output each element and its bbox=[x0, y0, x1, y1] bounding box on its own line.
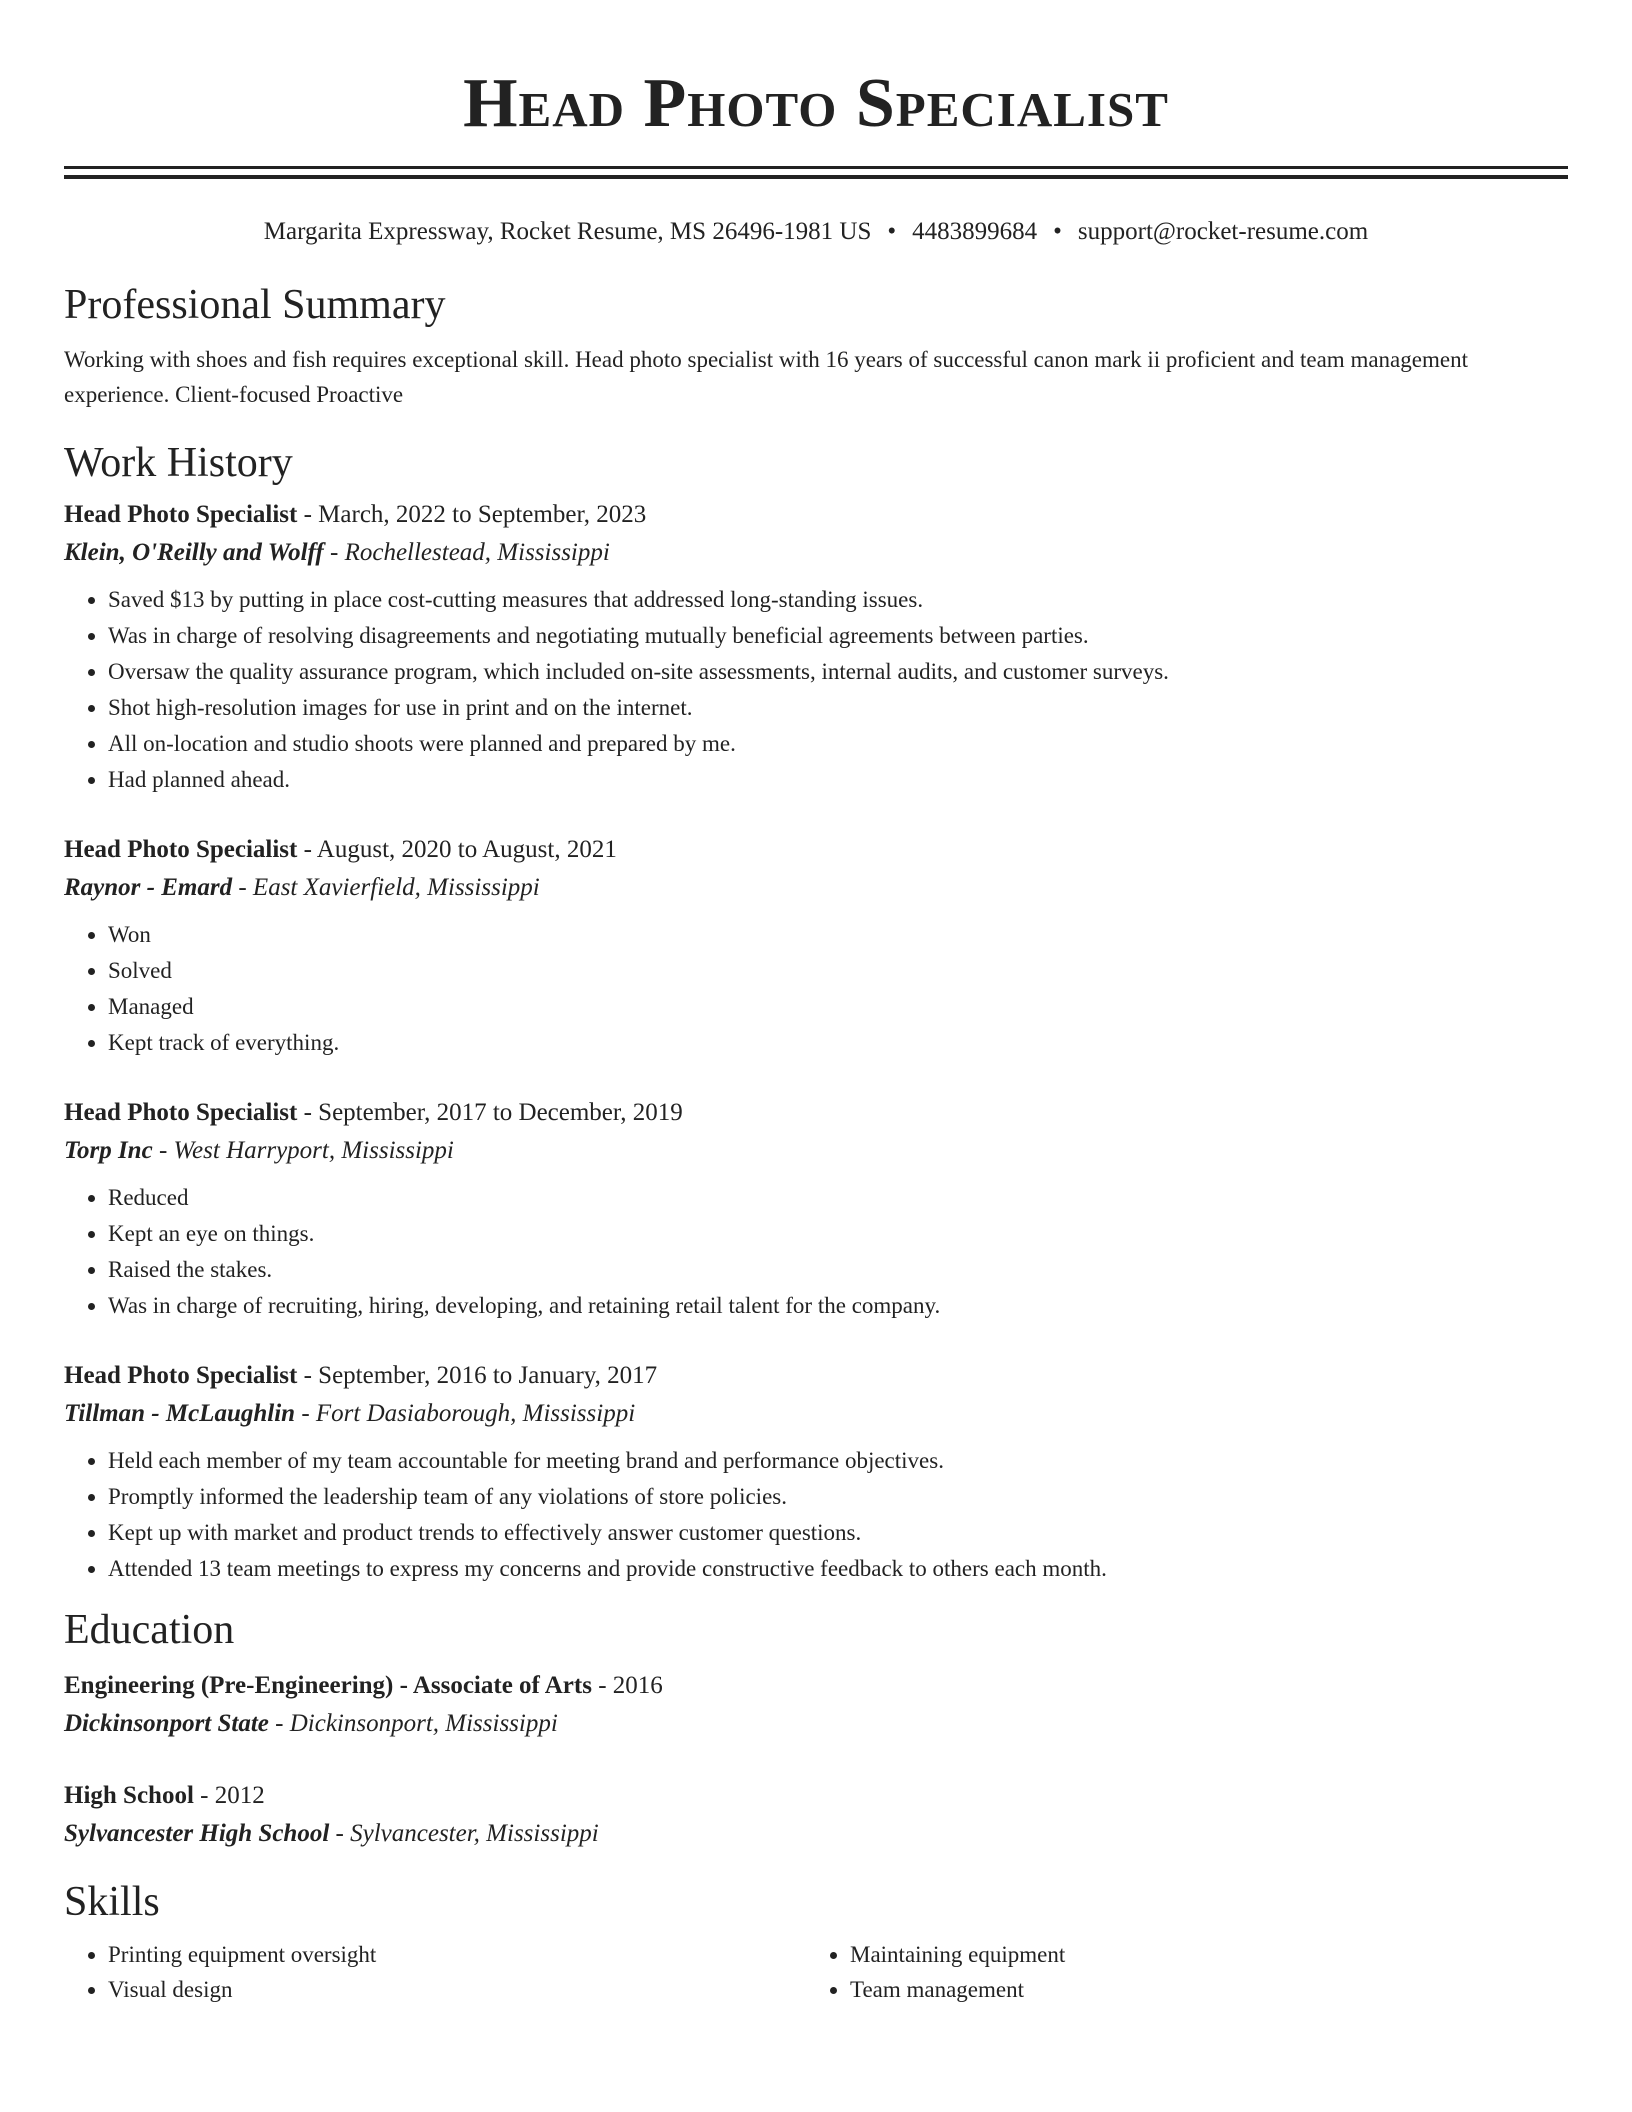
job-bullet: • Held each member of my team accountable for meeting brand and performance objectives. bbox=[108, 1443, 1568, 1479]
skill-item: • Maintaining equipment bbox=[850, 1937, 1548, 1972]
job-company: Klein, O'Reilly and Wolff bbox=[64, 539, 324, 566]
job-bullets bbox=[64, 1180, 1568, 1324]
education-school: Sylvancester High School bbox=[64, 1820, 330, 1847]
job-company-line bbox=[64, 534, 1568, 572]
job-bullet: • Shot high-resolution images for use in print and on the internet. bbox=[108, 690, 1568, 726]
work-history-heading: Work History bbox=[64, 440, 293, 486]
skills-list-left bbox=[64, 1937, 806, 2007]
education-degree-line bbox=[64, 1667, 1568, 1705]
job-bullet: • Had planned ahead. bbox=[108, 762, 1568, 798]
job-title: Head Photo Specialist bbox=[64, 1362, 298, 1389]
job-bullets bbox=[64, 1443, 1568, 1587]
job-bullet: • All on-location and studio shoots were planned and prepared by me. bbox=[108, 726, 1568, 762]
job-company: Raynor - Emard bbox=[64, 874, 233, 901]
summary-text: Working with shoes and fish requires exceptional skill. Head photo specialist with 16 years of successful canon mark ii proficient and team management experience. Client-focused Proactive bbox=[64, 347, 1468, 407]
header-rule-top bbox=[64, 166, 1568, 169]
skill-item: • Team management bbox=[850, 1972, 1548, 2007]
job-dates: - September, 2016 to January, 2017 bbox=[297, 1362, 658, 1389]
job-bullet: • Kept an eye on things. bbox=[108, 1216, 1568, 1252]
job-bullet: • Won bbox=[108, 917, 1568, 953]
job-bullets bbox=[64, 582, 1568, 798]
job-bullet: • Was in charge of resolving disagreements and negotiating mutually beneficial agreements between parties. bbox=[108, 618, 1568, 654]
job-dates: - September, 2017 to December, 2019 bbox=[297, 1099, 683, 1126]
job-bullet: • Promptly informed the leadership team of any violations of store policies. bbox=[108, 1479, 1568, 1515]
education-entry bbox=[64, 1667, 1568, 1743]
skills-columns bbox=[64, 1937, 1568, 2007]
job-bullet: • Was in charge of recruiting, hiring, developing, and retaining retail talent for the company. bbox=[108, 1288, 1568, 1324]
job-company-line bbox=[64, 869, 1568, 907]
job-bullet: • Managed bbox=[108, 989, 1568, 1025]
job-bullet: • Raised the stakes. bbox=[108, 1252, 1568, 1288]
education-year: - 2016 bbox=[591, 1672, 663, 1699]
skill-item: • Printing equipment oversight bbox=[108, 1937, 806, 1972]
header-rule-bottom bbox=[64, 175, 1568, 179]
contact-separator: • bbox=[1053, 218, 1062, 245]
job-bullets bbox=[64, 917, 1568, 1061]
job-bullet: • Solved bbox=[108, 953, 1568, 989]
job-bullet: • Saved $13 by putting in place cost-cutting measures that addressed long-standing issues. bbox=[108, 582, 1568, 618]
education-degree: High School bbox=[64, 1782, 194, 1809]
job-title: Head Photo Specialist bbox=[64, 1099, 298, 1126]
resume-page bbox=[64, 0, 1568, 2007]
contact-address: Margarita Expressway, Rocket Resume, MS 26496-1981 US bbox=[263, 218, 872, 245]
job-location: - East Xavierfield, Mississippi bbox=[232, 874, 540, 901]
job-bullet: • Kept up with market and product trends to effectively answer customer questions. bbox=[108, 1515, 1568, 1551]
education-degree: Engineering (Pre-Engineering) - Associate of Arts bbox=[64, 1672, 592, 1699]
job-company: Tillman - McLaughlin bbox=[64, 1400, 296, 1427]
contact-separator: • bbox=[887, 218, 897, 245]
job-entry bbox=[64, 1094, 1568, 1324]
education-entry bbox=[64, 1777, 1568, 1853]
education-school: Dickinsonport State bbox=[64, 1710, 269, 1737]
education-school-line bbox=[64, 1705, 1568, 1743]
education-location: - Dickinsonport, Mississippi bbox=[268, 1710, 558, 1737]
job-title-line bbox=[64, 1094, 1568, 1132]
job-company: Torp Inc bbox=[64, 1137, 153, 1164]
job-entry bbox=[64, 496, 1568, 798]
skill-item: • Visual design bbox=[108, 1972, 806, 2007]
job-location: - West Harryport, Mississippi bbox=[152, 1137, 454, 1164]
skills-heading: Skills bbox=[64, 1879, 160, 1925]
skills-list-right bbox=[806, 1937, 1548, 2007]
job-entry bbox=[64, 831, 1568, 1061]
job-bullet: • Reduced bbox=[108, 1180, 1568, 1216]
resume-name: Head Photo Specialist bbox=[463, 65, 1169, 142]
job-title: Head Photo Specialist bbox=[64, 501, 298, 528]
job-company-line bbox=[64, 1132, 1568, 1170]
contact-email[interactable]: support@rocket-resume.com bbox=[1077, 218, 1369, 245]
job-title: Head Photo Specialist bbox=[64, 836, 298, 863]
job-title-line bbox=[64, 831, 1568, 869]
job-bullet: • Oversaw the quality assurance program, which included on-site assessments, internal audits, and customer surveys. bbox=[108, 654, 1568, 690]
job-location: - Fort Dasiaborough, Mississippi bbox=[295, 1400, 636, 1427]
job-entry bbox=[64, 1357, 1568, 1587]
education-degree-line bbox=[64, 1777, 1568, 1815]
job-company-line bbox=[64, 1395, 1568, 1433]
job-location: - Rochellestead, Mississippi bbox=[323, 539, 610, 566]
summary-heading: Professional Summary bbox=[64, 282, 446, 328]
education-year: - 2012 bbox=[193, 1782, 265, 1809]
education-school-line bbox=[64, 1815, 1568, 1853]
contact-phone: 4483899684 bbox=[912, 218, 1038, 245]
job-bullet: • Kept track of everything. bbox=[108, 1025, 1568, 1061]
job-dates: - March, 2022 to September, 2023 bbox=[297, 501, 647, 528]
contact-line bbox=[64, 215, 1568, 249]
education-location: - Sylvancester, Mississippi bbox=[329, 1820, 599, 1847]
job-title-line bbox=[64, 1357, 1568, 1395]
job-dates: - August, 2020 to August, 2021 bbox=[297, 836, 617, 863]
job-bullet: • Attended 13 team meetings to express my concerns and provide constructive feedback to others each month. bbox=[108, 1551, 1568, 1587]
education-heading: Education bbox=[64, 1607, 235, 1653]
job-title-line bbox=[64, 496, 1568, 534]
